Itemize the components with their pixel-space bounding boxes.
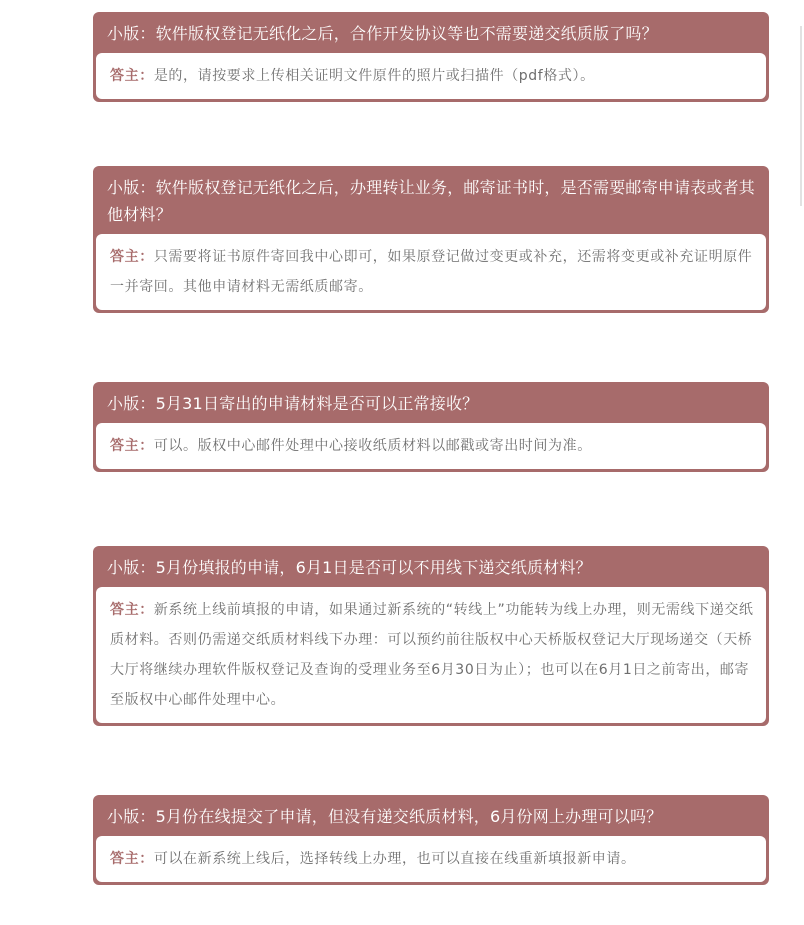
- faq-question: 小版：5月31日寄出的申请材料是否可以正常接收？: [107, 394, 479, 413]
- answer-text: 可以在新系统上线后，选择转线上办理，也可以直接在线重新填报新申请。: [153, 851, 636, 867]
- scrollbar-edge[interactable]: [800, 26, 802, 206]
- faq-item-5: [93, 795, 769, 885]
- faq-question: 小版：软件版权登记无纸化之后，办理转让业务，邮寄证书时，是否需要邮寄申请表或者其他材料？: [107, 178, 756, 224]
- answer-text: 是的，请按要求上传相关证明文件原件的照片或扫描件（pdf格式）。: [153, 68, 595, 84]
- answer-label: 答主：: [110, 851, 154, 867]
- faq-item-2: [93, 166, 769, 313]
- faq-answer: [96, 587, 766, 723]
- answer-label: 答主：: [110, 602, 154, 618]
- answer-text: 可以。版权中心邮件处理中心接收纸质材料以邮戳或寄出时间为准。: [153, 438, 592, 454]
- faq-question: 小版：5月份填报的申请，6月1日是否可以不用线下递交纸质材料？: [107, 558, 592, 577]
- answer-label: 答主：: [110, 438, 154, 454]
- faq-answer: [96, 234, 766, 310]
- answer-text: 新系统上线前填报的申请，如果通过新系统的“转线上”功能转为线上办理，则无需线下递交纸质材料。否则仍需递交纸质材料线下办理：可以预约前往版权中心天桥版权登记大厅现场递交（天桥大厅将继续办理软件版权登记及查询的受理业务至6月30日为止）；也可以在6月1日之前寄出，邮寄至版权中心邮件处理中心。: [110, 602, 754, 708]
- answer-text: 只需要将证书原件寄回我中心即可，如果原登记做过变更或补充，还需将变更或补充证明原件一并寄回。其他申请材料无需纸质邮寄。: [110, 249, 753, 295]
- faq-answer: [96, 53, 766, 99]
- faq-item-4: [93, 546, 769, 726]
- faq-item-1: [93, 12, 769, 102]
- faq-question: 小版：软件版权登记无纸化之后，合作开发协议等也不需要递交纸质版了吗？: [107, 24, 658, 43]
- faq-answer: [96, 836, 766, 882]
- faq-answer: [96, 423, 766, 469]
- answer-label: 答主：: [110, 68, 154, 84]
- faq-item-3: [93, 382, 769, 472]
- answer-label: 答主：: [110, 249, 154, 265]
- faq-question: 小版：5月份在线提交了申请，但没有递交纸质材料，6月份网上办理可以吗？: [107, 807, 663, 826]
